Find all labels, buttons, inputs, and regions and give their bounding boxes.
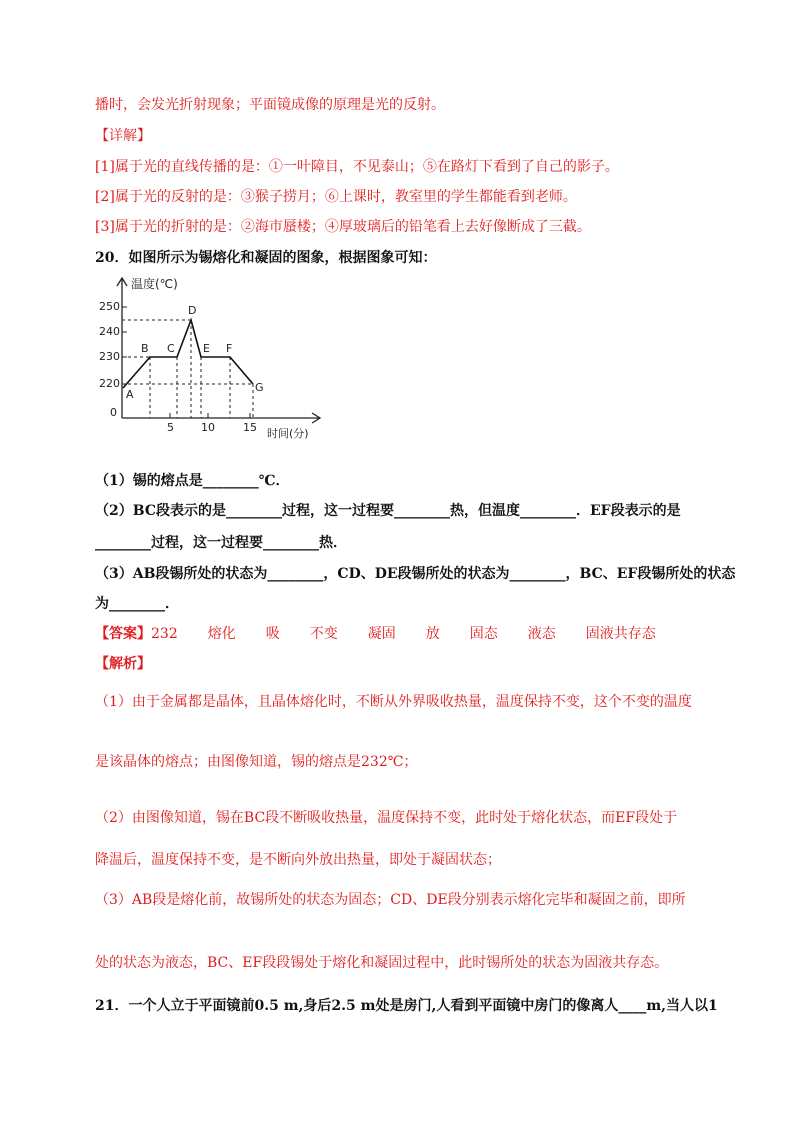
point-f-label: F — [226, 342, 233, 355]
melting-graph — [95, 270, 335, 445]
analysis-line-4: 降温后，温度保持不变，是不断向外放出热量，即处于凝固状态； — [95, 852, 501, 868]
question-20-sub-2a: （2）BC段表示的是________过程，这一过程要________热，但温度________．EF段表示的是 — [95, 503, 681, 519]
analysis-line-5: （3）AB段是熔化前，故锡所处的状态为固态；CD、DE段分别表示熔化完毕和凝固之前，即所 — [95, 892, 686, 908]
answer-item: 凝固 — [367, 626, 396, 642]
answer-line — [95, 624, 656, 644]
question-21-stem: 21．一个人立于平面镜前0.5 m,身后2.5 m处是房门,人看到平面镜中房门的像离人____m,当人以1 — [95, 998, 718, 1014]
analysis-line-2: 是该晶体的熔点；由图像知道，锡的熔点是232℃； — [95, 754, 418, 770]
question-20-stem: 20．如图所示为锡熔化和凝固的图象，根据图象可知： — [95, 250, 437, 266]
point-b-label: B — [141, 342, 149, 355]
question-20-sub-2b: ________过程，这一过程要________热． — [95, 535, 347, 551]
origin-label: 0 — [110, 406, 117, 419]
analysis-line-3: （2）由图像知道，锡在BC段不断吸收热量，温度保持不变，此时处于熔化状态，而EF段处于 — [95, 810, 678, 826]
analysis-line-1: （1）由于金属都是晶体，且晶体熔化时，不断从外界吸收热量，温度保持不变，这个不变的温度 — [95, 694, 692, 710]
question-20-sub-3b: 为________． — [95, 596, 179, 612]
y-tick-220: 220 — [99, 377, 120, 390]
answer-item: 固液共存态 — [585, 626, 656, 642]
y-tick-250: 250 — [99, 300, 120, 313]
answer-item: 熔化 — [207, 626, 236, 642]
intro-line: 播时，会发光折射现象；平面镜成像的原理是光的反射。 — [95, 97, 445, 113]
analysis-line-6: 处的状态为液态，BC、EF段段锡处于熔化和凝固过程中，此时锡所处的状态为固液共存态。 — [95, 955, 669, 971]
answer-item: 液态 — [527, 626, 556, 642]
x-tick-5: 5 — [167, 421, 174, 434]
x-tick-15: 15 — [243, 421, 257, 434]
guide-lines — [122, 320, 253, 418]
detail-heading: 【详解】 — [95, 128, 151, 144]
detail-line-2: [2]属于光的反射的是：③猴子捞月；⑥上课时，教室里的学生都能看到老师。 — [95, 189, 577, 205]
point-e-label: E — [203, 342, 210, 355]
question-20-sub-1: （1）锡的熔点是________℃． — [95, 473, 290, 489]
analysis-label: 【解析】 — [95, 656, 151, 672]
point-c-label: C — [167, 342, 175, 355]
point-d-label: D — [188, 304, 197, 317]
answer-item: 不变 — [309, 626, 338, 642]
answer-item: 放 — [425, 626, 440, 642]
point-a-label: A — [126, 388, 134, 401]
answer-item: 吸 — [265, 626, 280, 642]
x-tick-10: 10 — [201, 421, 215, 434]
detail-line-1: [1]属于光的直线传播的是：①一叶障目，不见泰山；⑤在路灯下看到了自己的影子。 — [95, 159, 619, 175]
answer-label: 【答案】 — [95, 626, 151, 642]
y-tick-230: 230 — [99, 350, 120, 363]
y-tick-240: 240 — [99, 325, 120, 338]
y-axis-title: 温度(℃) — [131, 277, 178, 291]
x-axis-title: 时间(分) — [267, 427, 309, 440]
question-20-sub-3a: （3）AB段锡所处的状态为________，CD、DE段锡所处的状态为________，BC、EF段锡所处的状态 — [95, 566, 736, 582]
detail-line-3: [3]属于光的折射的是：②海市蜃楼；④厚玻璃后的铅笔看上去好像断成了三截。 — [95, 219, 591, 235]
point-g-label: G — [255, 381, 264, 394]
answer-item: 232 — [151, 626, 178, 642]
answer-item: 固态 — [469, 626, 498, 642]
